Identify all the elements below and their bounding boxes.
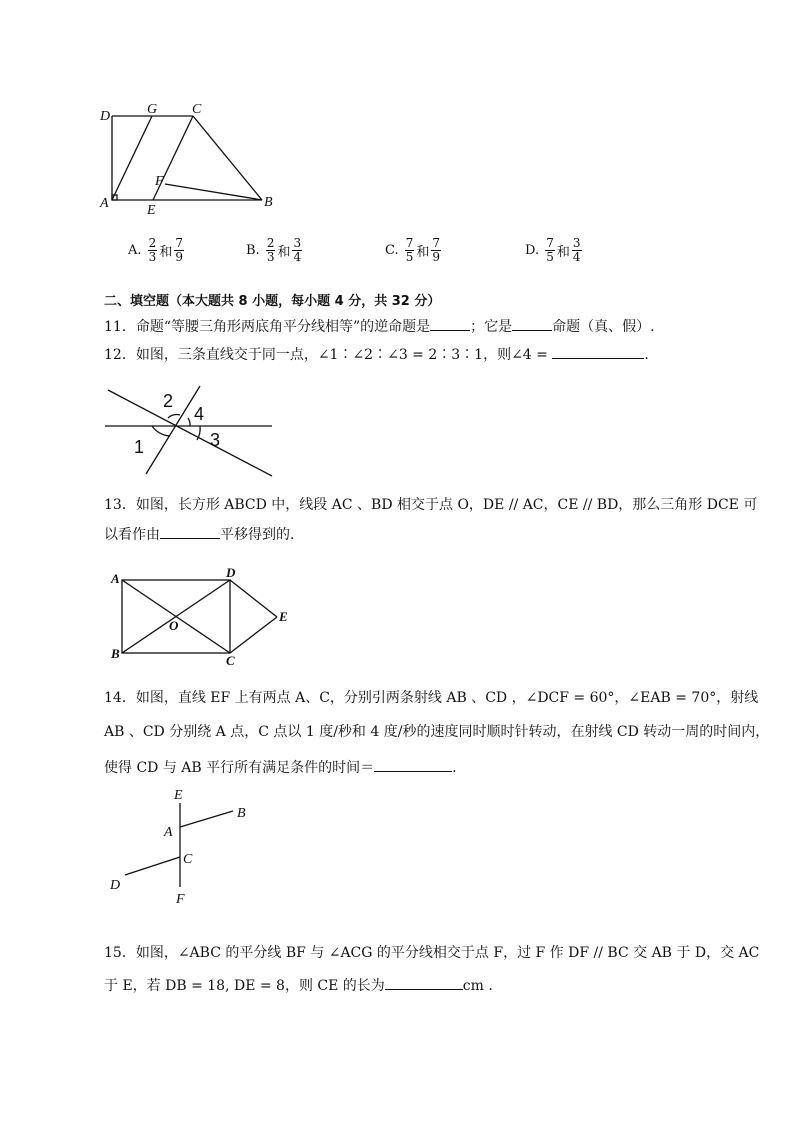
option-c[interactable]: C. $\frac{7}{5}$ 和 $\frac{7}{9}$: [385, 236, 441, 264]
fraction: $\frac{7}{9}$: [175, 236, 183, 264]
label-e: E: [147, 203, 156, 218]
answer-blank[interactable]: [552, 344, 644, 359]
label-f: F: [155, 174, 164, 189]
angle-arc-1: [152, 426, 170, 436]
question-15-line-2: 于 E，若 DB = 18, DE = 8，则 CE 的长为 cm .: [104, 975, 493, 996]
answer-blank[interactable]: [160, 524, 220, 539]
angle-arc-2: [168, 414, 180, 418]
label-c: C: [192, 102, 202, 117]
fraction: $\frac{7}{5}$: [405, 236, 414, 264]
angle-label-1: 1: [134, 437, 145, 457]
fraction: $\frac{2}{3}$: [148, 236, 157, 264]
question-14-line-2: AB 、CD 分别绕 A 点，C 点以 1 度/秒和 4 度/秒的速度同时顺时针转动，在射线 CD 转动一周的时间内，: [104, 724, 770, 740]
label-a: A: [164, 825, 173, 840]
angle-label-4: 4: [194, 404, 205, 424]
ray-ab: [180, 811, 233, 827]
fraction: $\frac{2}{3}$: [266, 236, 275, 264]
figure-q13: [105, 565, 295, 670]
fraction: $\frac{3}{4}$: [293, 236, 302, 264]
question-13-line-1: 13．如图，长方形 ABCD 中，线段 AC 、BD 相交于点 O，DE // AC，CE // BD，那么三角形 DCE 可: [104, 497, 758, 513]
answer-blank[interactable]: [512, 316, 552, 331]
answer-blank[interactable]: [385, 975, 463, 990]
label-d: D: [110, 878, 121, 893]
ray-cd: [125, 857, 180, 875]
angle-label-2: 2: [163, 391, 174, 411]
segment-ag: [112, 116, 152, 200]
label-b: B: [264, 195, 273, 210]
segment-ce: [230, 617, 277, 653]
question-14-line-3: 使得 CD 与 AB 平行所有满足条件的时间＝ .: [104, 757, 457, 778]
angle-label-3: 3: [210, 430, 221, 450]
question-11: 11．命题“等腰三角形两底角平分线相等”的逆命题是 ；它是 命题（真、假）.: [104, 316, 655, 337]
answer-blank[interactable]: [374, 757, 452, 772]
figure-q10: [95, 100, 285, 220]
label-d: D: [226, 565, 236, 580]
segment-cb: [193, 116, 262, 200]
label-e: E: [174, 788, 183, 803]
angle-arc-4: [188, 418, 190, 426]
figure-q12: [100, 378, 280, 478]
question-12: 12．如图，三条直线交于同一点，∠1∶∠2∶∠3 = 2∶3∶1，则∠4 = .: [104, 344, 649, 365]
label-o: O: [169, 618, 179, 633]
segment-fb: [165, 184, 262, 200]
option-a[interactable]: A. $\frac{2}{3}$ 和 $\frac{7}{9}$: [128, 236, 183, 264]
label-f: F: [176, 892, 185, 907]
label-b: B: [111, 646, 120, 661]
question-15-line-1: 15．如图，∠ABC 的平分线 BF 与 ∠ACG 的平分线相交于点 F，过 F 作 DF // BC 交 AB 于 D，交 AC: [104, 945, 760, 961]
label-c: C: [226, 653, 235, 668]
label-e: E: [279, 609, 288, 624]
label-a: A: [111, 571, 120, 586]
label-b: B: [237, 806, 246, 821]
fraction: $\frac{7}{5}$: [546, 236, 554, 264]
question-13-line-2: 以看作由 平移得到的.: [104, 524, 294, 545]
segment-de: [230, 580, 277, 617]
answer-blank[interactable]: [430, 316, 470, 331]
option-d[interactable]: D. $\frac{7}{5}$ 和 $\frac{3}{4}$: [525, 236, 581, 264]
fraction: $\frac{7}{9}$: [432, 236, 441, 264]
figure-q14: [100, 785, 260, 910]
label-d: D: [100, 109, 111, 124]
label-g: G: [147, 102, 158, 117]
section-heading: 二、填空题（本大题共 8 小题，每小题 4 分，共 32 分）: [104, 294, 441, 309]
option-b[interactable]: B. $\frac{2}{3}$ 和 $\frac{3}{4}$: [246, 236, 302, 264]
fraction: $\frac{3}{4}$: [572, 236, 581, 264]
question-14-line-1: 14．如图，直线 EF 上有两点 A、C，分别引两条射线 AB 、CD ，∠DCF = 60°，∠EAB = 70°，射线: [104, 690, 759, 706]
label-a: A: [100, 196, 109, 211]
label-c: C: [183, 852, 193, 867]
